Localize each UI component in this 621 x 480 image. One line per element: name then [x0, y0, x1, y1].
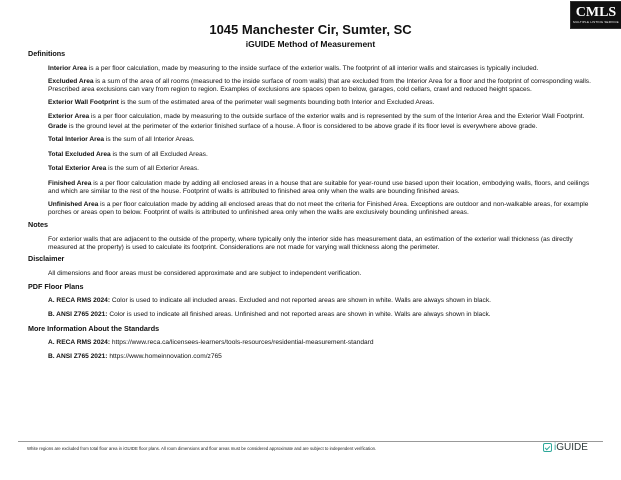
- disclaimer-heading: Disclaimer: [28, 254, 65, 264]
- definition-excluded-area: Excluded Area is a sum of the area of all rooms (measured to the inside surface of room walls) that are excluded from the Interior Area for a floor and the footprint of corresponding walls. Prescribed area exclusions can vary from region to region. Examples of exclusions are spaces open to below, garages, cold cellars, crawl and reduced height spaces.: [48, 78, 591, 93]
- definition-unfinished-area: Unfinished Area is a per floor calculation made by adding all enclosed areas that do not meet the criteria for Finished Area. Exceptions are outdoor and non-walkable areas, for example porches or areas open to below. Footprint of walls is attributed to unfinished area only when the walls are exclusively bounding unfinished areas.: [48, 201, 589, 216]
- standards-heading: More Information About the Standards: [28, 324, 160, 334]
- page-subtitle: iGUIDE Method of Measurement: [245, 39, 376, 49]
- definition-exterior-wall-footprint: Exterior Wall Footprint is the sum of the estimated area of the perimeter wall segments bounding both Interior and Excluded Areas.: [48, 99, 435, 107]
- iguide-check-icon: [543, 443, 552, 452]
- definition-interior-area: Interior Area is a per floor calculation, made by measuring to the inside surface of the exterior walls. The footprint of all interior walls and staircases is typically included.: [48, 64, 539, 72]
- standard-reca-link[interactable]: A. RECA RMS 2024: https://www.reca.ca/licensees-learners/tools-resources/residential-measurement-standard: [48, 338, 374, 346]
- disclaimer-text: All dimensions and floor areas must be considered approximate and are subject to independent verification.: [48, 269, 362, 277]
- brand-rest: GUIDE: [556, 442, 588, 453]
- notes-text: For exterior walls that are adjacent to the outside of the property, where typically only the interior side has measurement data, an estimation of the exterior wall thickness (as directly measured at the property) is used to calculate its footprint. Considerations are not made for varying wall thickness along the perimeter.: [48, 235, 573, 251]
- pdf-plan-reca: A. RECA RMS 2024: Color is used to indicate all included areas. Excluded and not reported areas are shown in white. Walls are always shown in black.: [48, 296, 491, 304]
- footer-note: White regions are excluded from total floor area in iGUIDE floor plans. All room dimensions and floor areas must be considered approximate and are subject to independent verification.: [27, 446, 377, 451]
- notes-heading: Notes: [28, 220, 48, 230]
- pdf-floor-plans-heading: PDF Floor Plans: [28, 282, 84, 292]
- pdf-plan-ansi: B. ANSI Z765 2021: Color is used to indicate all finished areas. Unfinished and not reported areas are shown in white. Walls are always shown in black.: [48, 311, 491, 319]
- definition-total-excluded-area: Total Excluded Area is the sum of all Excluded Areas.: [48, 150, 208, 158]
- document-body: [28, 50, 594, 361]
- logo-mark: CMLS: [575, 5, 617, 20]
- definition-finished-area: Finished Area is a per floor calculation made by adding all enclosed areas in a house that are suitable for year-round use based upon their location, embodying walls, floors, and ceilings and which are similar to the rest of the house. Footprint of walls is attributed to finished area only when the walls are bounding finished areas.: [48, 179, 590, 195]
- definition-grade: Grade is the ground level at the perimeter of the exterior finished surface of a house. A floor is considered to be above grade if its floor level is everywhere above grade.: [48, 122, 538, 130]
- iguide-logo: [543, 442, 588, 453]
- standard-ansi-link[interactable]: B. ANSI Z765 2021: https://www.homeinnovation.com/z765: [48, 353, 222, 361]
- definition-total-exterior-area: Total Exterior Area is the sum of all Exterior Areas.: [48, 165, 199, 173]
- definitions-heading: Definitions: [28, 49, 66, 58]
- definition-total-interior-area: Total Interior Area is the sum of all Interior Areas.: [48, 136, 195, 144]
- brand-i: i: [554, 442, 557, 453]
- definition-exterior-area: Exterior Area is a per floor calculation, made by measuring to the outside surface of the exterior walls and is represented by the sum of the Interior Area and the Exterior Wall Footprint.: [48, 112, 585, 120]
- logo-subtext: MULTIPLE LISTING SERVICE: [573, 20, 619, 24]
- page-title: 1045 Manchester Cir, Sumter, SC: [209, 22, 412, 37]
- footer-divider: [18, 441, 603, 442]
